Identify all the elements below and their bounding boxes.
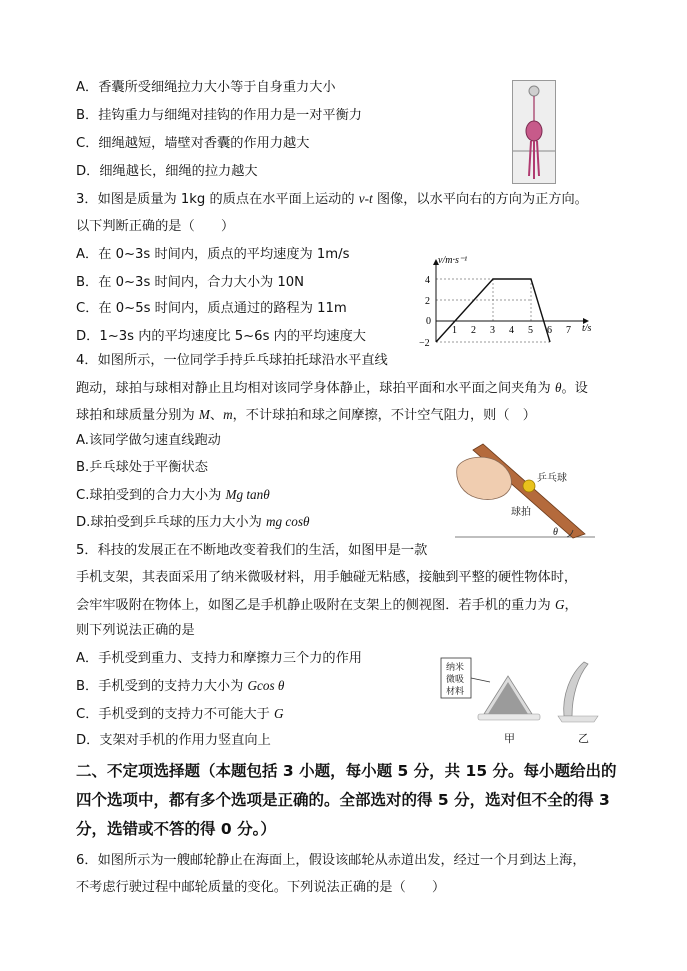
vt-y-tick-labels: [419, 275, 430, 349]
vt-xlabel: t/s: [582, 323, 592, 334]
q6-stem-line2: 不考虑行驶过程中邮轮质量的变化。下列说法正确的是（ ）: [76, 880, 446, 895]
q4-theta: θ: [554, 380, 562, 395]
q5-stem-line3: [76, 596, 578, 615]
q5-stem3-end: ，: [564, 598, 578, 613]
q5-stem-line4: 则下列说法正确的是: [76, 623, 195, 638]
holder-jia-base: [478, 714, 540, 720]
q3-stem-text-a: 3．如图是质量为 1kg 的质点在水平面上运动的: [76, 192, 359, 207]
vt-graph: [418, 250, 598, 350]
vt-x-tick-7: 7: [566, 325, 571, 336]
q3-option-c: C．在 0~5s 时间内，质点通过的路程为 11m: [76, 301, 347, 316]
q2-option-b: B．挂钩重力与细绳对挂钩的作用力是一对平衡力: [76, 108, 362, 123]
phone-holder-illustration: [438, 652, 610, 746]
q5-option-c-formula: G: [274, 706, 284, 721]
label-ping-pong-ball: 乒乓球: [537, 473, 567, 484]
q4-option-c-formula: Mg tanθ: [225, 487, 270, 502]
vt-x-tick-4: 4: [509, 325, 514, 336]
q4-separator: 、: [209, 408, 224, 423]
q4-stem-line1: 4．如图所示，一位同学手持乒乓球拍托球沿水平直线: [76, 353, 388, 368]
q5-option-b-text: B．手机受到的支持力大小为: [76, 679, 248, 694]
q5-option-c: [76, 705, 284, 724]
vt-x-tick-5: 5: [528, 325, 533, 336]
q3-stem-text-b: 图像，以水平向右的方向为正方向。: [372, 192, 588, 207]
q4-option-a: A.该同学做匀速直线跑动: [76, 433, 221, 448]
holder-yi-base: [558, 716, 598, 722]
q5-option-b-formula: Gcos θ: [247, 678, 285, 693]
section2-line3: 分，选错或不答的得 0 分。）: [76, 820, 276, 838]
q6-stem-line1: 6．如图所示为一艘邮轮静止在海面上，假设该邮轮从赤道出发，经过一个月到达上海，: [76, 853, 586, 868]
phone-yi: [564, 662, 588, 716]
q5-weight-G: G: [554, 597, 565, 612]
q2-option-c: C．细绳越短，墙壁对香囊的作用力越大: [76, 136, 310, 151]
q4-option-d: [76, 513, 309, 532]
vt-x-tick-1: 1: [452, 325, 457, 336]
q4-stem3-end: ，不计球拍和球之间摩擦，不计空气阻力，则（ ）: [232, 408, 536, 423]
section2-line1: 二、不定项选择题（本题包括 3 小题，每小题 5 分，共 15 分。每小题给出的: [76, 762, 617, 780]
label-jia: 甲: [504, 732, 515, 745]
vt-y-tick-1: 2: [425, 296, 430, 307]
q4-option-b: B.乒乓球处于平衡状态: [76, 460, 208, 475]
box-label-1: 纳米: [446, 663, 465, 673]
q5-stem-line1: 5．科技的发展正在不断地改变着我们的生活，如图甲是一款: [76, 543, 428, 558]
q4-option-d-formula: mg cosθ: [265, 514, 310, 529]
box-label-3: 材料: [446, 687, 465, 697]
q5-stem3-text: 会牢牢吸附在物体上，如图乙是手机静止吸附在支架上的侧视图．若手机的重力为: [76, 598, 555, 613]
q5-option-c-text: C．手机受到的支持力不可能大于: [76, 707, 275, 722]
q4-option-d-text: D.球拍受到乒乓球的压力大小为: [76, 515, 266, 530]
q2-option-a: A．香囊所受细绳拉力大小等于自身重力大小: [76, 80, 336, 95]
q4-option-c-text: C.球拍受到的合力大小为: [76, 488, 226, 503]
q4-option-c: [76, 486, 270, 505]
vt-x-tick-2: 2: [471, 325, 476, 336]
ping-pong-ball: [523, 480, 535, 492]
sachet-illustration: [513, 81, 555, 183]
q3-option-d: D．1~3s 内的平均速度比 5~6s 内的平均速度大: [76, 329, 366, 344]
q5-stem-line2: 手机支架，其表面采用了纳米微吸材料，用手触碰无粘感，接触到平整的硬性物体时，: [76, 570, 578, 585]
sachet-photo: [512, 80, 556, 184]
q4-stem-line3: [76, 406, 536, 425]
q4-mass-M: M: [198, 407, 210, 422]
label-theta: θ: [553, 527, 558, 538]
q3-stem-line2: 以下判断正确的是（ ）: [76, 219, 235, 234]
vt-x-tick-labels: [452, 325, 571, 336]
q3-option-a: A．在 0~3s 时间内，质点的平均速度为 1m/s: [76, 247, 350, 262]
q4-stem2-text: 跑动，球拍与球相对静止且均相对该同学身体静止，球拍平面和水平面之间夹角为: [76, 381, 555, 396]
vt-y-tick-0: 4: [425, 275, 430, 286]
vt-origin-label: 0: [426, 316, 431, 327]
q3-vt-symbol: v-t: [358, 191, 373, 206]
vt-x-tick-6: 6: [547, 325, 552, 336]
racket-illustration: [455, 440, 595, 540]
vt-x-tick-3: 3: [490, 325, 495, 336]
pointer-line: [471, 678, 490, 682]
q3-stem-line1: [76, 190, 588, 209]
box-label-2: 微吸: [446, 675, 465, 685]
q4-stem2-end: 。设: [561, 381, 588, 396]
q5-option-d: D．支架对手机的作用力竖直向上: [76, 733, 271, 748]
q4-mass-m: m: [223, 407, 233, 422]
q2-option-d: D．细绳越长，细绳的拉力越大: [76, 164, 258, 179]
q5-option-b: [76, 677, 284, 696]
q3-option-b: B．在 0~3s 时间内，合力大小为 10N: [76, 275, 305, 290]
vt-y-tick-2: −2: [419, 338, 430, 349]
label-yi: 乙: [578, 732, 589, 745]
vt-ylabel: v/m·s⁻¹: [438, 255, 468, 266]
label-racket: 球拍: [511, 507, 531, 518]
q4-stem3-text: 球拍和球质量分别为: [76, 408, 199, 423]
q4-stem-line2: [76, 379, 588, 398]
section2-line2: 四个选项中，都有多个选项是正确的。全部选对的得 5 分，选对但不全的得 3: [76, 791, 610, 809]
q5-option-a: A．手机受到重力、支持力和摩擦力三个力的作用: [76, 651, 362, 666]
